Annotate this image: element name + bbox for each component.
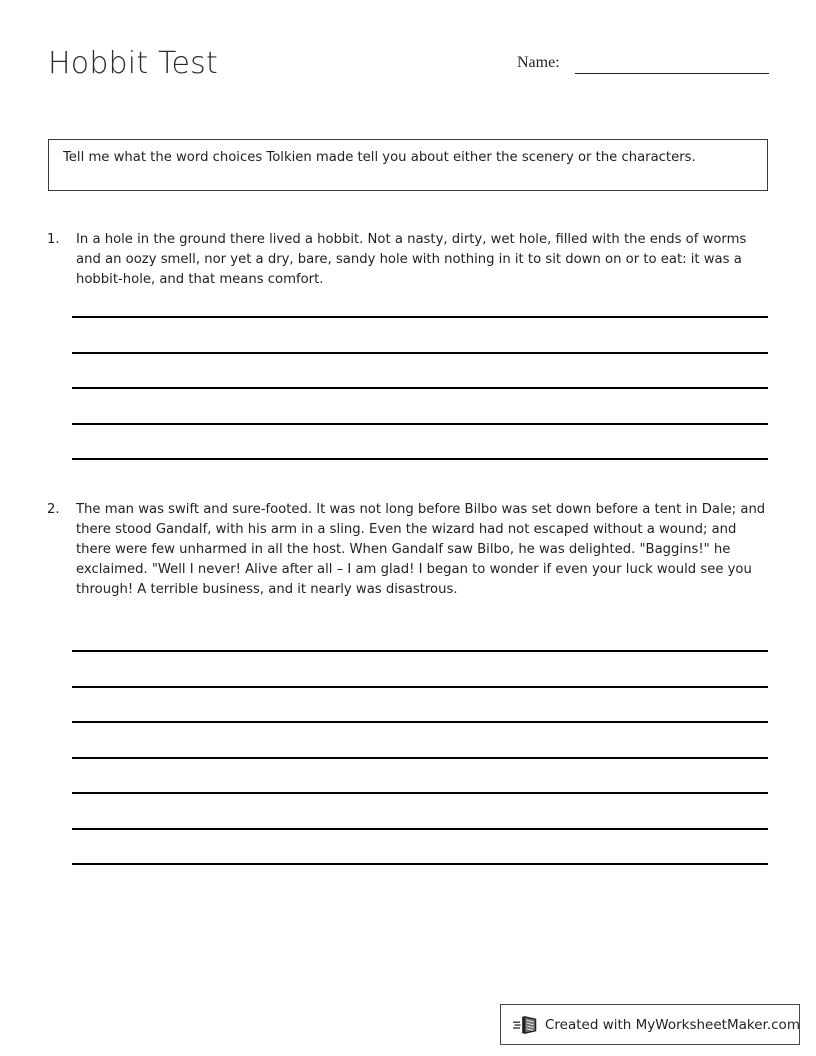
worksheet-header — [0, 0, 816, 110]
answer-line[interactable] — [72, 828, 768, 830]
answer-line[interactable] — [72, 757, 768, 759]
question-number: 2. — [47, 502, 60, 517]
answer-line[interactable] — [72, 686, 768, 688]
answer-line[interactable] — [72, 316, 768, 318]
answer-line[interactable] — [72, 721, 768, 723]
answer-line[interactable] — [72, 458, 768, 460]
name-field-group — [517, 54, 772, 80]
created-with-badge[interactable] — [500, 1004, 800, 1045]
answer-lines-group — [72, 316, 768, 466]
question-text: The man was swift and sure-footed. It was not long before Bilbo was set down before a tent in Dale; and there stood Gandalf, with his arm in a sling. Even the wizard had not escaped without a wound; and there were few unharmed in all the host. When Gandalf saw Bilbo, he was delighted. "Baggins!" he exclaimed. "Well I never! Alive after all – I am glad! I began to wonder if even your luck would see you through! A terrible business, and it nearly was disastrous. — [76, 502, 766, 597]
answer-line[interactable] — [72, 863, 768, 865]
instruction-text: Tell me what the word choices Tolkien made tell you about either the scenery or the characters. — [63, 150, 696, 165]
name-input-line[interactable] — [575, 73, 769, 74]
answer-line[interactable] — [72, 423, 768, 425]
badge-inner — [501, 1005, 799, 1044]
answer-line[interactable] — [72, 650, 768, 652]
answer-lines-group — [72, 650, 768, 865]
page-title: Hobbit Test — [48, 46, 218, 81]
instruction-box — [48, 139, 768, 191]
badge-label: Created with MyWorksheetMaker.com — [545, 1016, 800, 1033]
question-text: In a hole in the ground there lived a hobbit. Not a nasty, dirty, wet hole, filled with the ends of worms and an oozy smell, nor yet a dry, bare, sandy hole with nothing in it to sit down on or to eat: it was a hobbit-hole, and that means comfort. — [76, 232, 747, 287]
answer-line[interactable] — [72, 387, 768, 389]
answer-line[interactable] — [72, 352, 768, 354]
question-number: 1. — [47, 232, 60, 247]
worksheet-pencil-icon — [513, 1014, 539, 1036]
name-label: Name: — [517, 54, 560, 71]
answer-line[interactable] — [72, 792, 768, 794]
